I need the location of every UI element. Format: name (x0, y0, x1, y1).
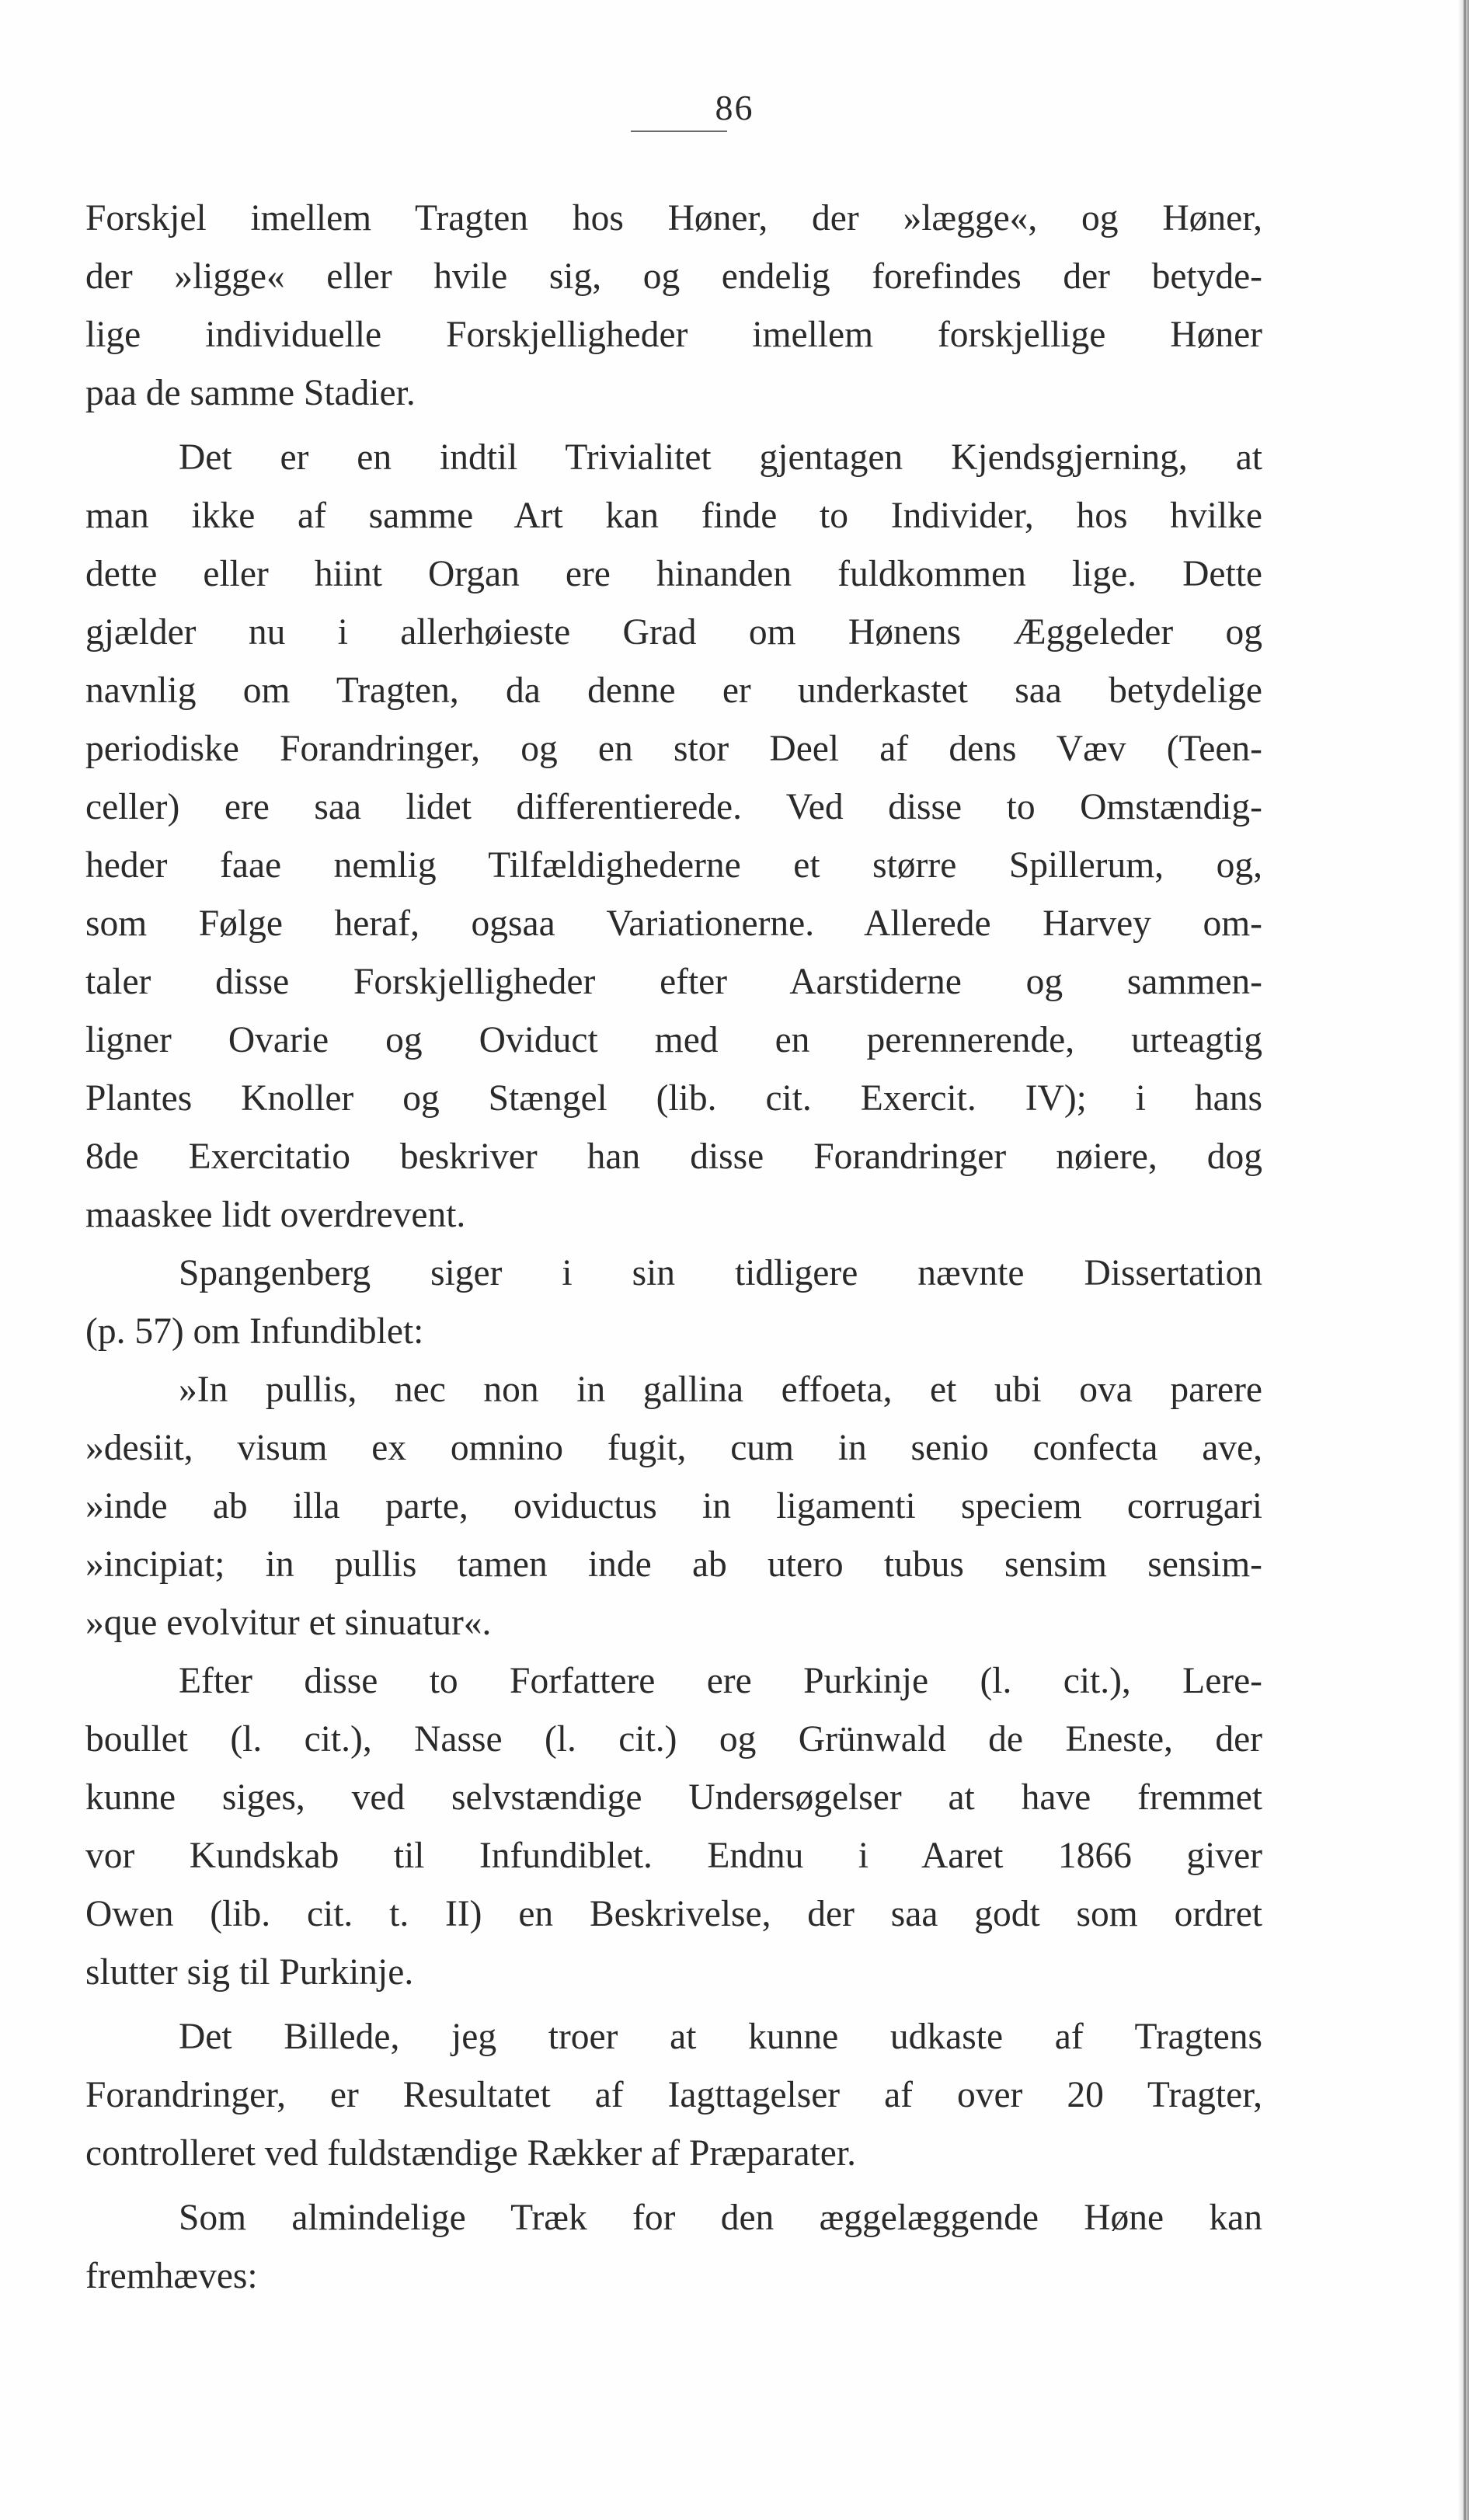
page-number-rule (631, 131, 727, 132)
text-line: slutter sig til Purkinje. (85, 1952, 414, 1993)
quote-line: »que evolvitur et sinuatur«. (85, 1603, 492, 1643)
text-line: gjælder nu i allerhøieste Grad om Hønens Æggeleder og (85, 612, 1262, 653)
text-line: fremhæves: (85, 2256, 258, 2296)
text-line: vor Kundskab til Infundiblet. Endnu i Aaret 1866 giver (85, 1836, 1262, 1876)
text-line: maaskee lidt overdrevent. (85, 1195, 466, 1235)
text-line: heder faae nemlig Tilfældighederne et større Spillerum, og, (85, 845, 1262, 886)
text-line: Forandringer, er Resultatet af Iagttagelser af over 20 Tragter, (85, 2075, 1262, 2115)
quote-line: »desiit, visum ex omnino fugit, cum in senio confecta ave, (85, 1428, 1262, 1468)
text-line: kunne siges, ved selvstændige Undersøgelser at have fremmet (85, 1777, 1262, 1818)
text-line: taler disse Forskjelligheder efter Aarstiderne og sammen- (85, 962, 1262, 1002)
quote-line: »In pullis, nec non in gallina effoeta, et ubi ova parere (179, 1370, 1262, 1410)
text-line: Spangenberg siger i sin tidligere nævnte Dissertation (179, 1253, 1262, 1293)
text-line: Det er en indtil Trivialitet gjentagen Kjendsgjerning, at (179, 437, 1262, 478)
text-line: (p. 57) om Infundiblet: (85, 1311, 424, 1352)
text-line: boullet (l. cit.), Nasse (l. cit.) og Grünwald de Eneste, der (85, 1719, 1262, 1759)
text-line: navnlig om Tragten, da denne er underkastet saa betydelige (85, 670, 1262, 711)
text-line: periodiske Forandringer, og en stor Deel af dens Væv (Teen- (85, 729, 1262, 769)
text-line: celler) ere saa lidet differentierede. Ved disse to Omstændig- (85, 787, 1262, 827)
text-line: dette eller hiint Organ ere hinanden fuldkommen lige. Dette (85, 554, 1262, 594)
text-line: som Følge heraf, ogsaa Variationerne. Allerede Harvey om- (85, 903, 1262, 944)
text-line: man ikke af samme Art kan finde to Individer, hos hvilke (85, 496, 1262, 536)
page-edge-line (1464, 0, 1466, 2520)
text-line: 8de Exercitatio beskriver han disse Forandringer nøiere, dog (85, 1136, 1262, 1177)
text-line: ligner Ovarie og Oviduct med en perennerende, urteagtig (85, 1020, 1262, 1060)
text-line: controlleret ved fuldstændige Rækker af Præparater. (85, 2133, 856, 2174)
quote-line: »inde ab illa parte, oviductus in ligamenti speciem corrugari (85, 1486, 1262, 1526)
body-text (85, 190, 1262, 2306)
text-line: Som almindelige Træk for den æggelæggende Høne kan (179, 2198, 1262, 2238)
quote-line: »incipiat; in pullis tamen inde ab utero tubus sensim sensim- (85, 1544, 1262, 1585)
text-line: Efter disse to Forfattere ere Purkinje (l. cit.), Lere- (179, 1661, 1262, 1701)
text-line: Forskjel imellem Tragten hos Høner, der »lægge«, og Høner, (85, 198, 1262, 238)
text-line: paa de samme Stadier. (85, 373, 416, 413)
text-line: Det Billede, jeg troer at kunne udkaste af Tragtens (179, 2017, 1262, 2057)
text-line: lige individuelle Forskjelligheder imellem forskjellige Høner (85, 315, 1262, 355)
text-line: Owen (lib. cit. t. II) en Beskrivelse, der saa godt som ordret (85, 1894, 1262, 1934)
text-line: Plantes Knoller og Stængel (lib. cit. Exercit. IV); i hans (85, 1078, 1262, 1119)
page-number: 86 (715, 88, 754, 127)
text-line: der »ligge« eller hvile sig, og endelig forefindes der betyde- (85, 256, 1262, 297)
